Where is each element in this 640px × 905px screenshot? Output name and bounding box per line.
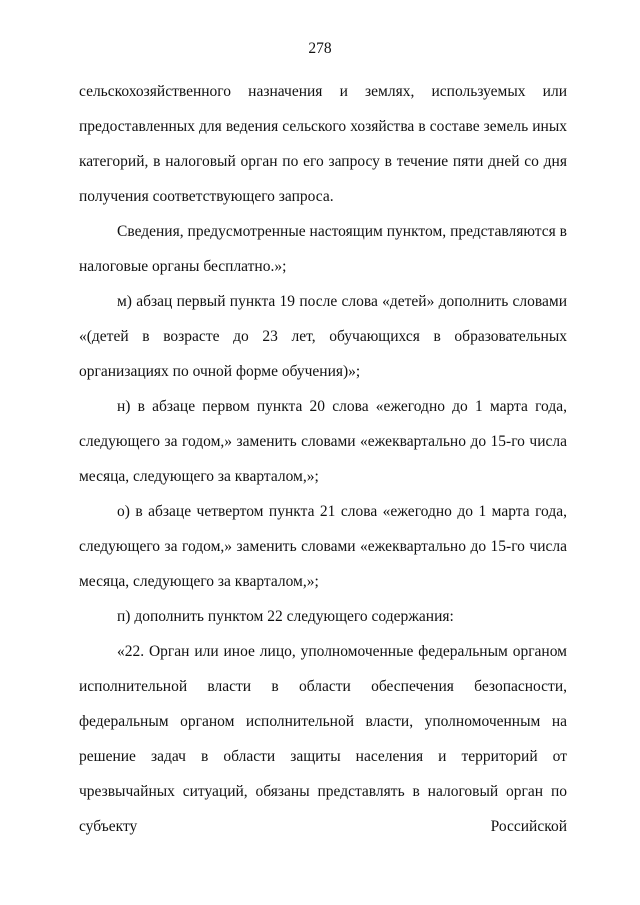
- document-body: [79, 74, 567, 844]
- paragraph-item-n: н) в абзаце первом пункта 20 слова «ежегодно до 1 марта года, следующего за годом,» заменить словами «ежеквартально до 15-го числа месяца, следующего за кварталом,»;: [79, 398, 567, 485]
- paragraph-point-22: «22. Орган или иное лицо, уполномоченные федеральным органом исполнительной власти в области обеспечения безопасности, федеральным органом исполнительной власти, уполномоченным на решение задач в области защиты населения и территорий от чрезвычайных ситуаций, обязаны представлять в налоговый орган по субъекту Российской: [79, 643, 567, 835]
- paragraph-free-of-charge: Сведения, предусмотренные настоящим пунктом, представляются в налоговые органы бесплатно.»;: [79, 223, 567, 275]
- paragraph-continuation: сельскохозяйственного назначения и землях, используемых или предоставленных для ведения сельского хозяйства в составе земель иных категорий, в налоговый орган по его запросу в течение пяти дней со дня получения соответствующего запроса.: [79, 83, 567, 205]
- paragraph-item-o: о) в абзаце четвертом пункта 21 слова «ежегодно до 1 марта года, следующего за годом,» заменить словами «ежеквартально до 15-го числа месяца, следующего за кварталом,»;: [79, 503, 567, 590]
- paragraph-item-p: п) дополнить пунктом 22 следующего содержания:: [117, 608, 454, 625]
- page-number: 278: [308, 40, 332, 57]
- paragraph-item-m: м) абзац первый пункта 19 после слова «детей» дополнить словами «(детей в возрасте до 23 лет, обучающихся в образовательных организациях по очной форме обучения)»;: [79, 293, 567, 380]
